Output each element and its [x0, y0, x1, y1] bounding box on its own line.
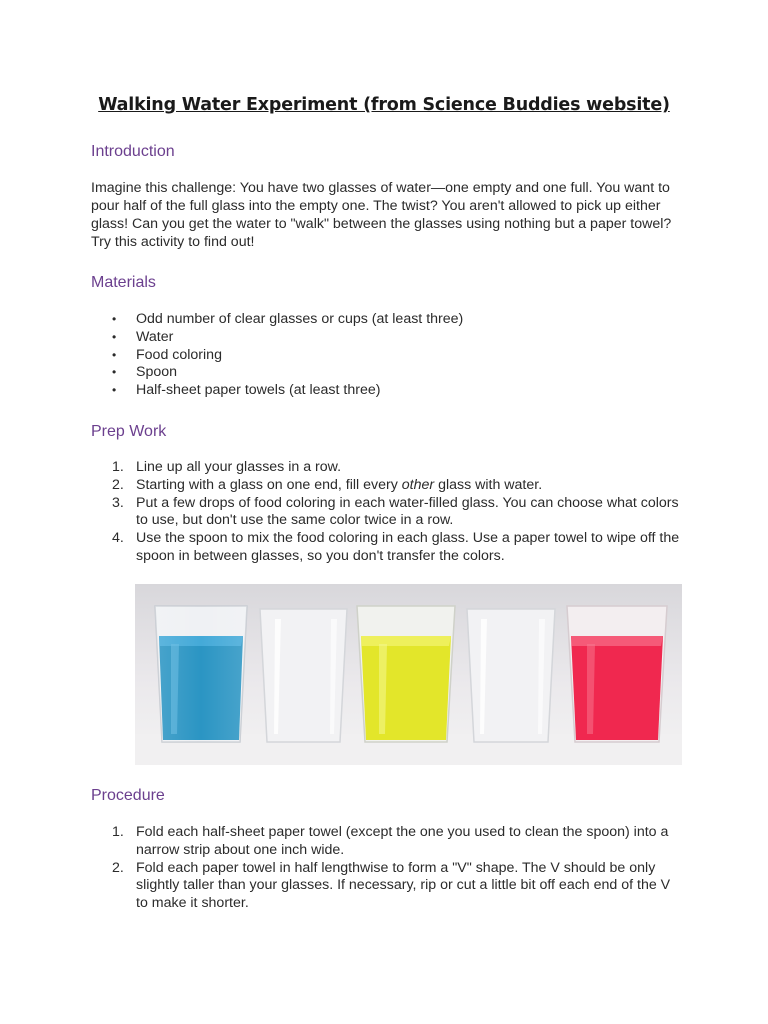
list-item: • Spoon [91, 364, 681, 382]
procedure-heading: Procedure [91, 787, 165, 804]
prep-work-heading: Prep Work [91, 423, 167, 440]
glasses-photo [135, 584, 682, 765]
step-number: 1. [112, 824, 124, 840]
list-item: • Food coloring [91, 347, 681, 365]
list-item: • Odd number of clear glasses or cups (at least three) [91, 311, 681, 329]
step-number: 1. [112, 459, 124, 475]
introduction-text: Imagine this challenge: You have two glasses of water—one empty and one full. You want to pour half of the full glass into the empty one. The twist? You aren't allowed to pick up either glass! Can you get the water to "walk" between the glasses using nothing but a paper towel? Try this activity to find out! [91, 180, 672, 250]
step-text: Fold each half-sheet paper towel (except the one you used to clean the spoon) into a narrow strip about one inch wide. [136, 824, 669, 858]
glass-blue [155, 606, 247, 742]
step-number: 4. [112, 530, 124, 547]
list-item: • Water [91, 329, 681, 347]
list-item: • Half-sheet paper towels (at least three) [91, 382, 681, 400]
step-text: Use the spoon to mix the food coloring in each glass. Use a paper towel to wipe off the spoon in between glasses, so you don't transfer the colors. [136, 530, 680, 564]
list-item [91, 824, 681, 860]
step-number: 2. [112, 859, 124, 876]
prep-work-steps [91, 459, 681, 566]
step-text: Fold each paper towel in half lengthwise to form a "V" shape. The V should be only slightly taller than your glasses. If necessary, rip or cut a little bit off each end of the V to make it shorter. [136, 859, 671, 912]
step-text: Put a few drops of food coloring in each water-filled glass. You can choose what colors to use, but don't use the same color twice in a row. [136, 494, 679, 529]
list-item [91, 495, 681, 531]
step-text-start: Starting with a glass on one end, fill every [136, 476, 402, 493]
glasses-photo-illustration [135, 584, 682, 765]
materials-list [91, 311, 681, 400]
procedure-steps [91, 824, 681, 913]
step-text-emphasis: other [401, 476, 435, 493]
list-item [91, 860, 681, 913]
list-item [91, 459, 681, 477]
step-text: Line up all your glasses in a row. [136, 459, 342, 475]
materials-heading: Materials [91, 274, 156, 291]
glass-red [567, 606, 667, 742]
document-title: Walking Water Experiment (from Science Buddies website) [98, 95, 670, 115]
list-item [91, 530, 681, 566]
list-item [91, 477, 681, 495]
glass-yellow [357, 606, 455, 742]
step-number: 3. [112, 494, 124, 511]
glass-empty [467, 609, 555, 742]
introduction-heading: Introduction [91, 143, 175, 160]
step-number: 2. [112, 476, 124, 493]
step-text-end: glass with water. [434, 476, 543, 493]
glass-empty [260, 609, 347, 742]
step-text [136, 477, 542, 493]
